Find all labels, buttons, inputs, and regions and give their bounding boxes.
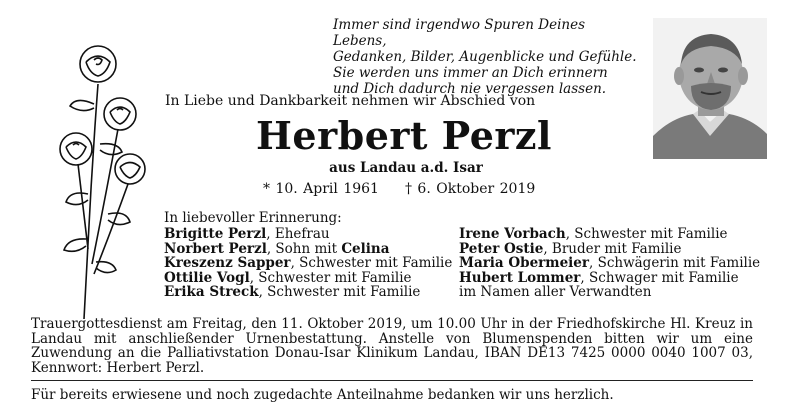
divider [31,380,753,381]
quote-line: Immer sind irgendwo Spuren Deines Lebens, [333,17,586,49]
mourners-left-list [164,227,454,300]
roses-illustration [48,34,158,324]
quote-line: Sie werden uns immer an Dich erinnern [333,65,608,81]
birth-date: * 10. April 1961 [263,181,379,197]
mourners-right-list [459,227,779,300]
mourner-entry: im Namen aller Verwandten [459,284,652,300]
service-notice: Trauergottesdienst am Freitag, den 11. Oktober 2019, um 10.00 Uhr in der Friedhofskirche Hl. Kreuz in Landau mit anschließender Urnenbestattung. Anstelle von Blumenspenden bitten wir um eine Zuwendung an die Palliativstation Donau-Isar Klinikum Landau, IBAN DE13 7425 0000 0040 1007 03, Kennwort: Herbert Perzl. [31,316,753,376]
mourner-entry: Peter Ostie, Bruder mit Familie [459,240,682,257]
mourner-entry: Brigitte Perzl, Ehefrau [164,226,330,242]
death-date: † 6. Oktober 2019 [404,181,536,197]
mourner-entry: Maria Obermeier, Schwägerin mit Familie [459,255,761,271]
mourner-entry: Ottilie Vogl, Schwester mit Familie [164,269,412,286]
thanks-text: Für bereits erwiesene und noch zugedachte Anteilnahme bedanken wir uns herzlich. [31,387,614,403]
deceased-name: Herbert Perzl [256,113,552,158]
memory-heading: In liebevoller Erinnerung: [164,210,342,226]
memorial-quote [333,17,638,97]
mourner-entry: Irene Vorbach, Schwester mit Familie [459,226,728,242]
origin-text: aus Landau a.d. Isar [329,160,483,176]
quote-line: und Dich dadurch nie vergessen lassen. [333,81,607,97]
mourner-entry: Hubert Lommer, Schwager mit Familie [459,269,739,286]
mourner-entry: Kreszenz Sapper, Schwester mit Familie [164,255,453,271]
mourner-entry: Erika Streck, Schwester mit Familie [164,284,421,300]
quote-line: Gedanken, Bilder, Augenblicke und Gefühle. [333,49,637,65]
mourner-entry: Norbert Perzl, Sohn mit Celina [164,240,390,257]
intro-text: In Liebe und Dankbarkeit nehmen wir Abschied von [165,93,536,109]
life-dates [263,181,535,197]
